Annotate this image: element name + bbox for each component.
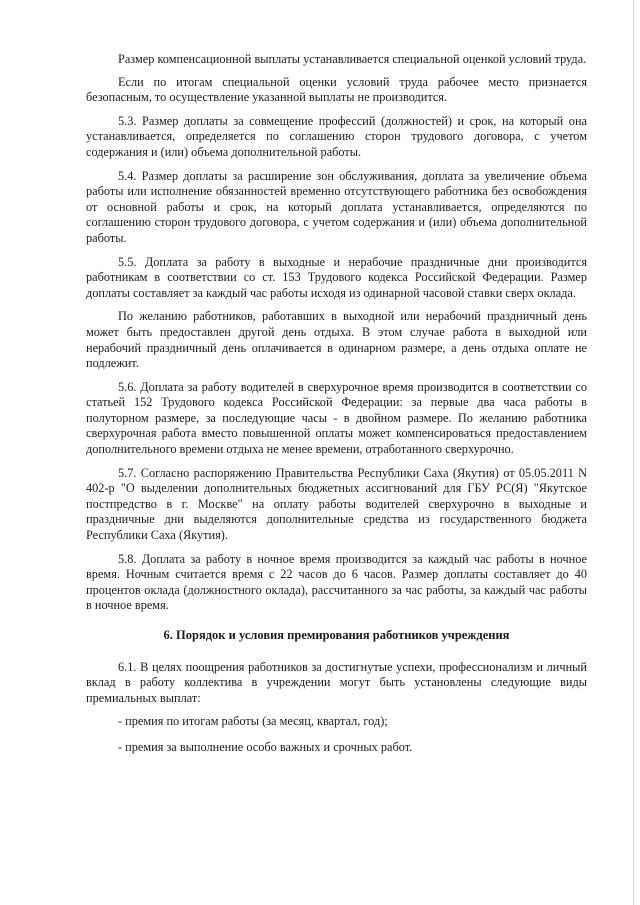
- paragraph-safe-workplace: Если по итогам специальной оценки условий труда рабочее место признается безопасным, то осуществление указанной выплаты не производится.: [86, 74, 587, 105]
- paragraph-compensation-size: Размер компенсационной выплаты устанавливается специальной оценкой условий труда.: [118, 52, 587, 66]
- paragraph-5-4: 5.4. Размер доплаты за расширение зон обслуживания, доплата за увеличение объема работы или исполнение обязанностей временно отсутствующего работника без освобождения от основной работы и срок, на который доплата устанавливается, определяются по соглашению сторон трудового договора, с учетом содержания и (или) объема дополнительной работы.: [86, 168, 587, 245]
- document-body: [86, 52, 587, 766]
- section-heading: 6. Порядок и условия премирования работников учреждения: [163, 628, 510, 642]
- paragraph-5-7: 5.7. Согласно распоряжению Правительства Республики Саха (Якутия) от 05.05.2011 N 402-р "О выделении дополнительных бюджетных ассигнований для ГБУ РС(Я) "Якутское постпредство в г. Москве" на оплату работы водителей сверхурочно в выходные и праздничные дни выделяются дополнительные средства из государственного бюджета Республики Саха (Якутия).: [86, 465, 587, 543]
- paragraph-5-5: 5.5. Доплата за работу в выходные и нерабочие праздничные дни производится работникам в соответствии со ст. 153 Трудового кодекса Российской Федерации. Размер доплаты составляет за каждый час работы исходя из одинарной часовой ставки сверх оклада.: [86, 254, 587, 300]
- paragraph-day-off: По желанию работников, работавших в выходной или нерабочий праздничный день может быть предоставлен другой день отдыха. В этом случае работа в выходной или нерабочий праздничный день оплачивается в одинарном размере, а день отдыха оплате не подлежит.: [86, 309, 587, 371]
- paragraph-6-1: 6.1. В целях поощрения работников за достигнутые успехи, профессионализм и личный вклад в работу коллектива в учреждении могут быть установлены следующие виды премиальных выплат:: [86, 659, 587, 705]
- paragraph-5-8: 5.8. Доплата за работу в ночное время производится за каждый час работы в ночное время. Ночным считается время с 22 часов до 6 часов. Размер доплаты составляет до 40 процентов оклада (должностного оклада), рассчитанного за час работы, за каждый час работы в ночное время.: [86, 551, 587, 613]
- paragraph-5-6: 5.6. Доплата за работу водителей в сверхурочное время производится в соответствии со статьей 152 Трудового кодекса Российской Федерации: за первые два часа работы в полуторном размере, за последующие часы - в двойном размере. По желанию работника сверхурочная работа вместо повышенной оплаты может компенсироваться предоставлением дополнительного времени отдыха не менее времени, отработанного сверхурочно.: [86, 379, 587, 457]
- paragraph-5-3: 5.3. Размер доплаты за совмещение профессий (должностей) и срок, на который она устанавливается, определяется по соглашению сторон трудового договора, с учетом содержания и (или) объема дополнительной работы.: [86, 113, 587, 159]
- list-item: - премия за выполнение особо важных и срочных работ.: [118, 739, 413, 754]
- list-item: - премия по итогам работы (за месяц, квартал, год);: [118, 714, 388, 729]
- scan-edge-line: [633, 0, 634, 905]
